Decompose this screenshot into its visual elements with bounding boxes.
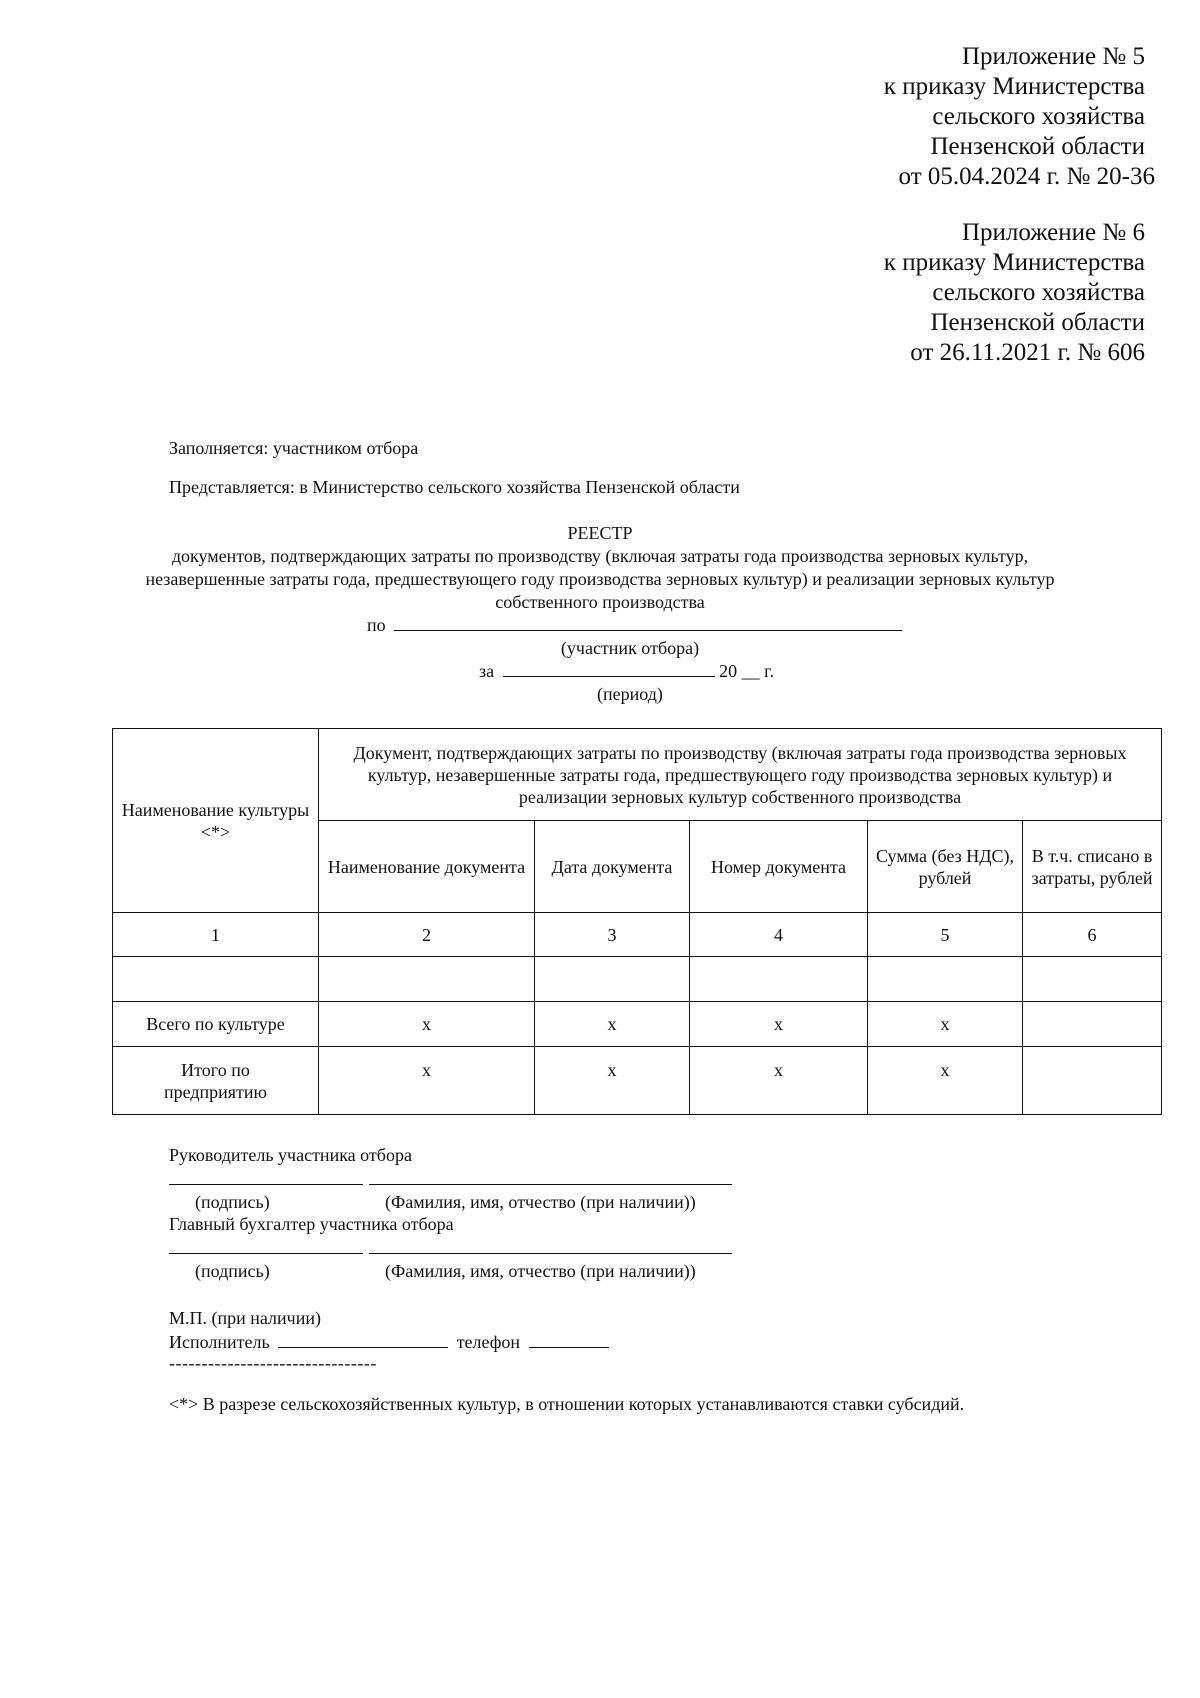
registry-table <box>112 728 1162 1115</box>
submitted-to-text: Представляется: в Министерство сельского хозяйства Пензенской области <box>169 477 740 497</box>
x-mark: x <box>690 1047 868 1115</box>
period-caption: (период) <box>597 684 663 704</box>
total-enterprise-label: Итого по предприятию <box>113 1047 319 1115</box>
executor-blank[interactable] <box>278 1331 448 1348</box>
head-signature-line[interactable] <box>169 1184 363 1185</box>
head-label: Руководитель участника отбора <box>169 1145 412 1165</box>
registry-title-line-3: собственного производства <box>495 592 705 612</box>
x-mark: x <box>868 1047 1023 1115</box>
column-number: 6 <box>1023 913 1162 957</box>
registry-heading: РЕЕСТР <box>567 523 633 543</box>
total-enterprise-row <box>113 1047 1162 1115</box>
accountant-name-caption: (Фамилия, имя, отчество (при наличии)) <box>385 1261 696 1281</box>
total-culture-label: Всего по культуре <box>113 1002 319 1047</box>
document-name-header: Наименование документа <box>319 821 535 913</box>
stamp-label: М.П. (при наличии) <box>169 1308 321 1328</box>
executor-label: Исполнитель <box>169 1332 270 1352</box>
filled-by-text: Заполняется: участником отбора <box>169 438 419 458</box>
document-group-header: Документ, подтверждающих затраты по производству (включая затраты года производства зерновых культур, незавершенные затраты года, предшествующего году производства зерновых культур) и реализации зерновых культур собственного производства <box>319 729 1162 821</box>
head-name-caption: (Фамилия, имя, отчество (при наличии)) <box>385 1192 696 1212</box>
separator-line: -------------------------------- <box>169 1353 377 1373</box>
x-mark: x <box>535 1047 690 1115</box>
document-number-header: Номер документа <box>690 821 868 913</box>
by-prefix: по <box>367 615 386 635</box>
appendix-6-title: Приложение № 6 <box>961 219 1145 246</box>
written-off-header: В т.ч. списано в затраты, рублей <box>1023 821 1162 913</box>
total-culture-row <box>113 1002 1162 1047</box>
appendix-5-title: Приложение № 5 <box>961 43 1145 70</box>
accountant-name-line[interactable] <box>369 1253 732 1254</box>
table-cell[interactable] <box>535 957 690 1002</box>
period-blank <box>503 660 715 677</box>
culture-name-header: Наименование культуры <*> <box>113 729 319 913</box>
period-line <box>479 660 774 682</box>
appendix-6-block <box>545 218 1145 368</box>
appendix-5-ministry: сельского хозяйства <box>932 103 1145 130</box>
head-signature-caption: (подпись) <box>195 1192 270 1212</box>
table-cell[interactable] <box>690 957 868 1002</box>
x-mark: x <box>319 1047 535 1115</box>
appendix-5-block <box>555 42 1155 192</box>
executor-line <box>169 1331 609 1353</box>
appendix-6-date: от 26.11.2021 г. № 606 <box>910 339 1145 366</box>
table-cell[interactable] <box>113 957 319 1002</box>
registry-title-line-1: документов, подтверждающих затраты по производству (включая затраты года производства зерновых культур, <box>171 546 1029 566</box>
table-cell[interactable] <box>319 957 535 1002</box>
participant-blank <box>394 614 902 631</box>
empty-data-row <box>113 957 1162 1002</box>
appendix-6-region: Пензенской области <box>930 309 1145 336</box>
table-cell[interactable] <box>1023 957 1162 1002</box>
column-numbers-row <box>113 913 1162 957</box>
column-number: 4 <box>690 913 868 957</box>
appendix-6-ministry: сельского хозяйства <box>932 279 1145 306</box>
x-mark: x <box>690 1002 868 1047</box>
x-mark: x <box>319 1002 535 1047</box>
amount-header: Сумма (без НДС), рублей <box>868 821 1023 913</box>
appendix-5-region: Пензенской области <box>930 133 1145 160</box>
phone-label: телефон <box>456 1332 521 1352</box>
column-number: 5 <box>868 913 1023 957</box>
x-mark: x <box>868 1002 1023 1047</box>
column-number: 2 <box>319 913 535 957</box>
appendix-6-order: к приказу Министерства <box>883 249 1145 276</box>
head-name-line[interactable] <box>369 1184 732 1185</box>
participant-caption: (участник отбора) <box>560 638 700 658</box>
appendix-5-date: от 05.04.2024 г. № 20-36 <box>898 163 1155 190</box>
accountant-label: Главный бухгалтер участника отбора <box>169 1214 454 1234</box>
accountant-signature-caption: (подпись) <box>195 1261 270 1281</box>
document-date-header: Дата документа <box>535 821 690 913</box>
table-cell[interactable] <box>1023 1047 1162 1115</box>
column-number: 1 <box>113 913 319 957</box>
column-number: 3 <box>535 913 690 957</box>
appendix-5-order: к приказу Министерства <box>883 73 1145 100</box>
table-cell[interactable] <box>1023 1002 1162 1047</box>
footnote: <*> В разрезе сельскохозяйственных культур, в отношении которых устанавливаются ставки субсидий. <box>169 1394 965 1414</box>
registry-title-line-2: незавершенные затраты года, предшествующего году производства зерновых культур) и реализации зерновых культур <box>145 569 1055 589</box>
year-text: 20 __ г. <box>719 661 774 681</box>
phone-blank[interactable] <box>529 1331 609 1348</box>
table-cell[interactable] <box>868 957 1023 1002</box>
accountant-signature-line[interactable] <box>169 1253 363 1254</box>
for-prefix: за <box>479 661 495 681</box>
participant-line <box>367 614 902 636</box>
x-mark: x <box>535 1002 690 1047</box>
